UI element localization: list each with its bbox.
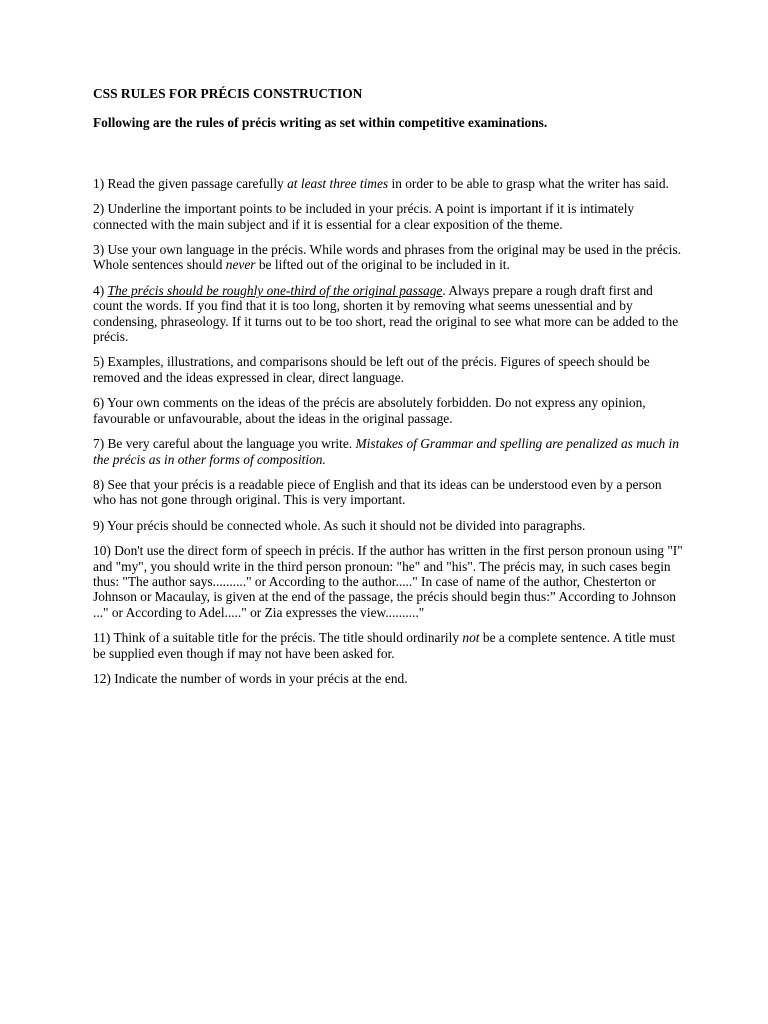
rule-1 — [93, 176, 683, 191]
rule-7 — [93, 436, 683, 467]
rule-11 — [93, 630, 683, 661]
rule-1-text-b: in order to be able to grasp what the writer has said. — [388, 175, 669, 191]
rule-2: 2) Underline the important points to be included in your précis. A point is important if it is intimately connected with the main subject and if it is essential for a clear exposition of the theme. — [93, 201, 635, 232]
rule-3-text-a: 3) Use your own language in the précis. While words and phrases from the original may be used in the précis. Whole sentences should — [93, 242, 682, 273]
rule-3-text-b: be lifted out of the original to be included in it. — [255, 257, 510, 273]
rule-11-emphasis: not — [462, 630, 480, 646]
rule-8: 8) See that your précis is a readable piece of English and that its ideas can be understood even by a person who has not gone through original. This is very important. — [93, 476, 662, 508]
rule-6: 6) Your own comments on the ideas of the précis are absolutely forbidden. Do not express any opinion, favourable or unfavourable, about the ideas in the original passage. — [93, 395, 646, 426]
rule-9: 9) Your précis should be connected whole. As such it should not be divided into paragraphs. — [93, 517, 586, 533]
rule-4 — [93, 283, 683, 345]
rule-7-text-a: 7) Be very careful about the language you write. — [93, 436, 356, 452]
rule-4-text-b: . Always prepare a rough draft first and count the words. If you find that it is too long, shorten it by removing what seems unessential and by condensing, phraseology. If it turns out to be too short, read the original to see what more can be added to the précis. — [93, 282, 679, 345]
rule-1-text-a: 1) Read the given passage carefully — [93, 175, 288, 191]
rule-4-text-a: 4) — [93, 282, 108, 298]
rule-11-text-a: 11) Think of a suitable title for the précis. The title should ordinarily — [93, 630, 463, 646]
rule-5: 5) Examples, illustrations, and comparisons should be left out of the précis. Figures of speech should be removed and the ideas expressed in clear, direct language. — [93, 354, 650, 385]
rule-7-emphasis: Mistakes of Grammar and spelling are penalized as much in the précis as in other forms of composition. — [93, 436, 679, 467]
rule-10: 10) Don't use the direct form of speech in précis. If the author has written in the first person pronoun using "I" and "my", you should write in the third person pronoun: "he" and "his". The précis may, in such cases begin thus: "The author says.........." or According to the author....." In case of name of the author, Chesterton or Johnson or Macaulay, is given at the end of the passage, the précis should begin thus:” According to Johnson ..." or According to Adel....." or Zia expresses the view.........." — [93, 543, 683, 620]
rule-3 — [93, 242, 683, 273]
document-subtitle: Following are the rules of précis writing as set within competitive examinations. — [93, 115, 548, 131]
rule-11-text-b: be a complete sentence. A title must be supplied even though if may not have been asked for. — [93, 630, 676, 661]
rule-12: 12) Indicate the number of words in your précis at the end. — [93, 670, 408, 686]
document-title: CSS RULES FOR PRÉCIS CONSTRUCTION — [93, 86, 363, 101]
rule-3-emphasis: never — [225, 257, 256, 273]
document-page — [93, 86, 683, 696]
rule-1-emphasis: at least three times — [287, 175, 389, 191]
rule-4-emphasis: The précis should be roughly one-third of the original passage — [107, 282, 443, 298]
